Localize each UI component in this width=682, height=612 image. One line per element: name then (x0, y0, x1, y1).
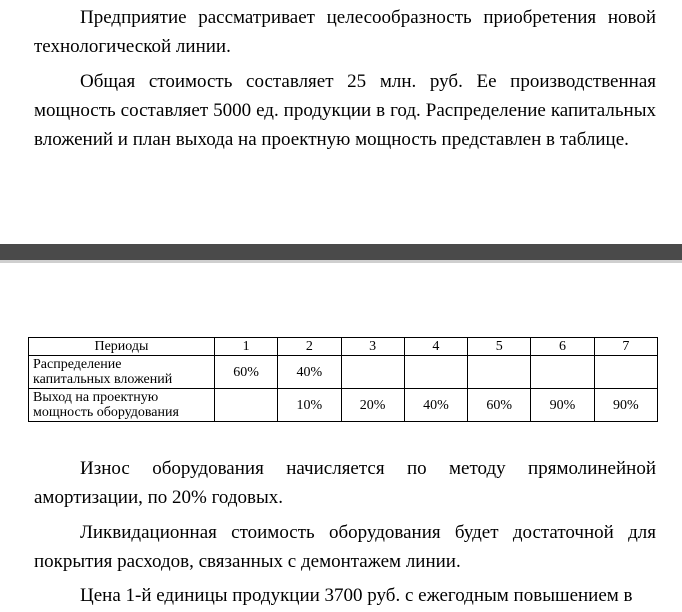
table-row (29, 356, 658, 389)
period-header-cell: 1 (214, 338, 277, 356)
period-header-cell: 2 (278, 338, 341, 356)
period-header-cell: 5 (468, 338, 531, 356)
period-header-cell: 7 (594, 338, 657, 356)
table-cell (341, 356, 404, 389)
table-cell: 90% (531, 389, 594, 422)
intro-paragraph: Предприятие рассматривает целесообразность приобретения новой технологической линии. (34, 7, 656, 57)
period-header-cell: 4 (404, 338, 467, 356)
periods-header: Периоды (29, 338, 215, 356)
period-header-cell: 6 (531, 338, 594, 356)
page-divider (0, 244, 682, 263)
price-paragraph: Цена 1-й единицы продукции 3700 руб. с ежегодным повышением в (80, 585, 633, 606)
row-label-line: капитальных вложений (33, 372, 173, 387)
table-cell: 20% (341, 389, 404, 422)
table-cell: 10% (278, 389, 341, 422)
row-label-line: Выход на проектную (33, 390, 159, 405)
depreciation-paragraph: Износ оборудования начисляется по методу прямолинейной амортизации, по 20% годовых. (34, 458, 656, 508)
period-header-cell: 3 (341, 338, 404, 356)
table-cell: 60% (214, 356, 277, 389)
table-cell (531, 356, 594, 389)
table-cell: 90% (594, 389, 657, 422)
table-cell: 40% (278, 356, 341, 389)
table-cell (594, 356, 657, 389)
cost-paragraph: Общая стоимость составляет 25 млн. руб. Ее производственная мощность составляет 5000 ед. продукции в год. Распределение капитальных вложений и план выхода на проектную мощность представлен в таблице. (34, 71, 656, 150)
table-cell: 40% (404, 389, 467, 422)
table-cell (214, 389, 277, 422)
row-label (29, 356, 215, 389)
table-cell (468, 356, 531, 389)
table-row (29, 389, 658, 422)
row-label-line: Распределение (33, 357, 122, 372)
liquidation-paragraph: Ликвидационная стоимость оборудования будет достаточной для покрытия расходов, связанных с демонтажем линии. (34, 522, 656, 572)
table-header-row (29, 338, 658, 356)
row-label (29, 389, 215, 422)
investment-table (28, 337, 658, 422)
table-cell (404, 356, 467, 389)
row-label-line: мощность оборудования (33, 405, 179, 420)
table-cell: 60% (468, 389, 531, 422)
